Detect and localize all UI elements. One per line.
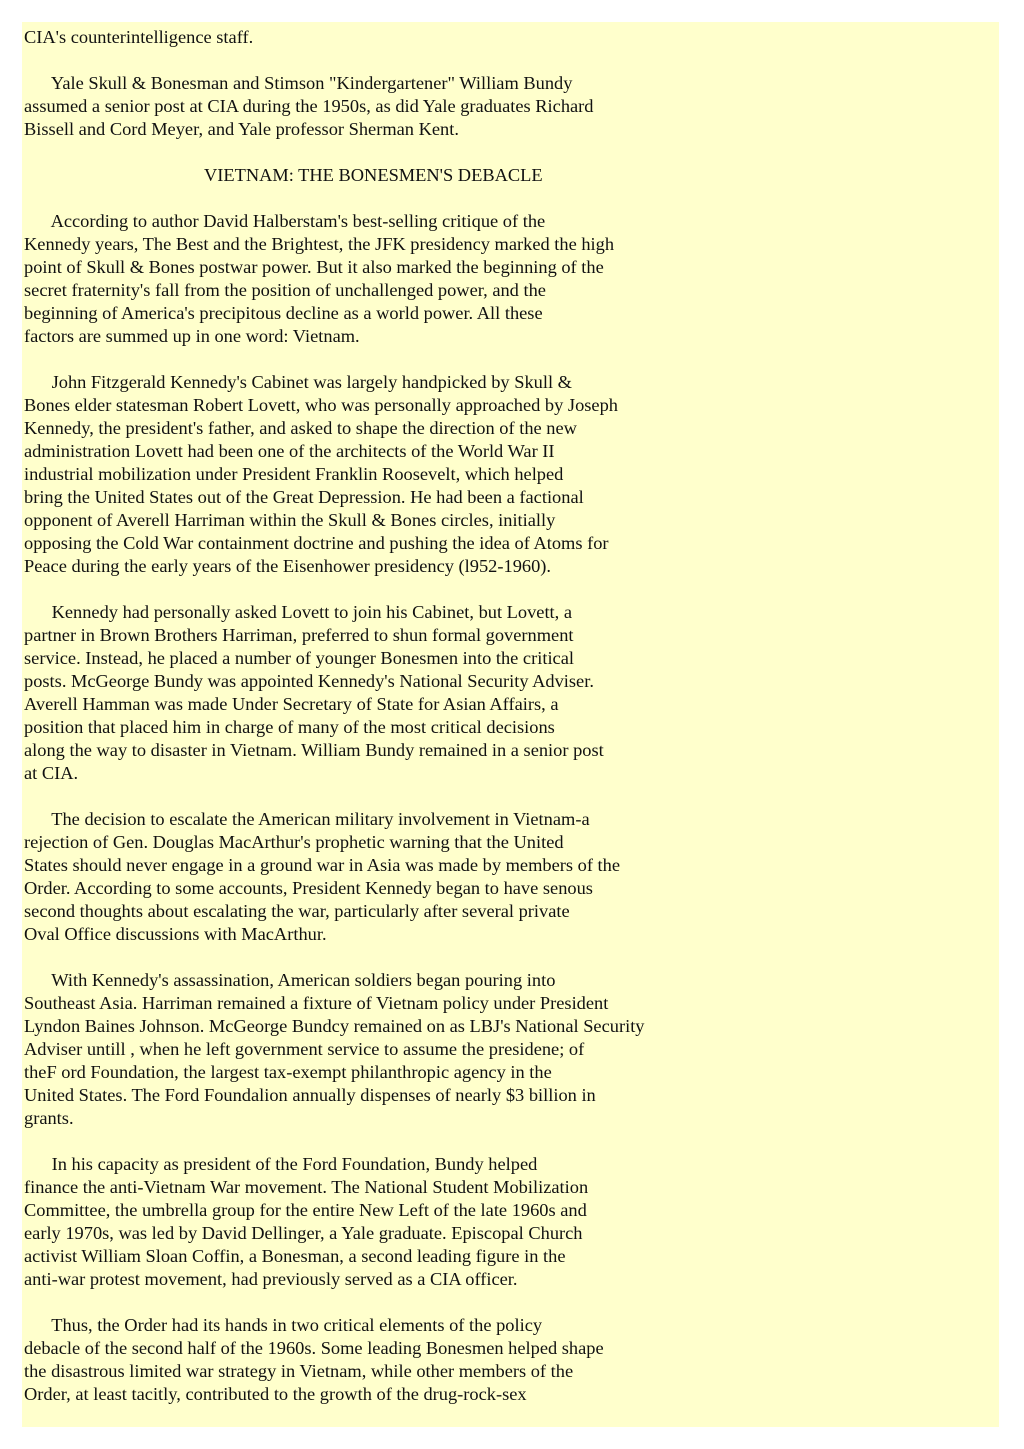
text-line: Southeast Asia. Harriman remained a fixture of Vietnam policy under President xyxy=(24,993,609,1013)
text-line: along the way to disaster in Vietnam. William Bundy remained in a senior post xyxy=(24,740,604,760)
paragraph-break xyxy=(24,348,999,371)
paragraph-break xyxy=(24,187,999,210)
text-line: opposing the Cold War containment doctrine and pushing the idea of Atoms for xyxy=(24,533,609,553)
text-line: Oval Office discussions with MacArthur. xyxy=(24,924,327,944)
paragraph-break xyxy=(24,946,999,969)
text-line: Thus, the Order had its hands in two critical elements of the policy xyxy=(24,1315,543,1335)
text-line: Kennedy, the president's father, and asked to shape the direction of the new xyxy=(24,418,577,438)
text-line: theF ord Foundation, the largest tax-exempt philanthropic agency in the xyxy=(24,1062,552,1082)
text-line: Bissell and Cord Meyer, and Yale professor Sherman Kent. xyxy=(24,119,459,139)
text-line: CIA's counterintelligence staff. xyxy=(24,27,254,47)
text-line: grants. xyxy=(24,1108,74,1128)
text-line: second thoughts about escalating the war, particularly after several private xyxy=(24,901,570,921)
text-line: John Fitzgerald Kennedy's Cabinet was largely handpicked by Skull & xyxy=(24,372,572,392)
text-line: anti-war protest movement, had previously served as a CIA officer. xyxy=(24,1269,518,1289)
text-line: partner in Brown Brothers Harriman, preferred to shun formal government xyxy=(24,625,574,645)
text-line: bring the United States out of the Great Depression. He had been a factional xyxy=(24,487,584,507)
text-line: service. Instead, he placed a number of younger Bonesmen into the critical xyxy=(24,648,574,668)
text-line: beginning of America's precipitous decline as a world power. All these xyxy=(24,303,543,323)
text-line: posts. McGeorge Bundy was appointed Kennedy's National Security Adviser. xyxy=(24,671,594,691)
document-text xyxy=(24,26,999,1406)
text-line: early 1970s, was led by David Dellinger, a Yale graduate. Episcopal Church xyxy=(24,1223,583,1243)
text-line: United States. The Ford Foundalion annually dispenses of nearly $3 billion in xyxy=(24,1085,596,1105)
text-line: Committee, the umbrella group for the entire New Left of the late 1960s and xyxy=(24,1200,587,1220)
paragraph-break xyxy=(24,785,999,808)
paragraph-break xyxy=(24,1291,999,1314)
text-line: Averell Hamman was made Under Secretary of State for Asian Affairs, a xyxy=(24,694,559,714)
text-line: the disastrous limited war strategy in Vietnam, while other members of the xyxy=(24,1361,574,1381)
text-line: Kennedy had personally asked Lovett to join his Cabinet, but Lovett, a xyxy=(24,602,573,622)
text-line: rejection of Gen. Douglas MacArthur's prophetic warning that the United xyxy=(24,832,564,852)
text-line: industrial mobilization under President Franklin Roosevelt, which helped xyxy=(24,464,564,484)
document-page xyxy=(22,22,999,1427)
text-line: factors are summed up in one word: Vietnam. xyxy=(24,326,360,346)
text-line: Bones elder statesman Robert Lovett, who was personally approached by Joseph xyxy=(24,395,618,415)
text-line: In his capacity as president of the Ford Foundation, Bundy helped xyxy=(24,1154,538,1174)
text-line: activist William Sloan Coffin, a Bonesman, a second leading figure in the xyxy=(24,1246,566,1266)
text-line: Adviser untill , when he left government service to assume the presidene; of xyxy=(24,1039,585,1059)
text-line: With Kennedy's assassination, American soldiers began pouring into xyxy=(24,970,556,990)
text-line: The decision to escalate the American military involvement in Vietnam-a xyxy=(24,809,590,829)
text-line: Kennedy years, The Best and the Brightest, the JFK presidency marked the high xyxy=(24,234,615,254)
text-line: Peace during the early years of the Eisenhower presidency (l952-1960). xyxy=(24,556,552,576)
section-heading: VIETNAM: THE BONESMEN'S DEBACLE xyxy=(204,165,543,185)
text-line: Yale Skull & Bonesman and Stimson "Kindergartener" William Bundy xyxy=(24,73,573,93)
text-line: finance the anti-Vietnam War movement. The National Student Mobilization xyxy=(24,1177,589,1197)
paragraph-break xyxy=(24,578,999,601)
text-line: States should never engage in a ground war in Asia was made by members of the xyxy=(24,855,621,875)
text-line: opponent of Averell Harriman within the Skull & Bones circles, initially xyxy=(24,510,556,530)
text-line: administration Lovett had been one of the architects of the World War II xyxy=(24,441,555,461)
text-line: Order. According to some accounts, President Kennedy began to have senous xyxy=(24,878,593,898)
text-line: debacle of the second half of the 1960s. Some leading Bonesmen helped shape xyxy=(24,1338,604,1358)
text-line: According to author David Halberstam's best-selling critique of the xyxy=(24,211,546,231)
paragraph-break xyxy=(24,1130,999,1153)
paragraph-break xyxy=(24,49,999,72)
text-line: Order, at least tacitly, contributed to the growth of the drug-rock-sex xyxy=(24,1384,527,1404)
paragraph-break xyxy=(24,141,999,164)
text-line: point of Skull & Bones postwar power. But it also marked the beginning of the xyxy=(24,257,604,277)
text-line: at CIA. xyxy=(24,763,79,783)
text-line: position that placed him in charge of many of the most critical decisions xyxy=(24,717,555,737)
text-line: assumed a senior post at CIA during the 1950s, as did Yale graduates Richard xyxy=(24,96,594,116)
text-line: Lyndon Baines Johnson. McGeorge Bundcy remained on as LBJ's National Security xyxy=(24,1016,645,1036)
text-line: secret fraternity's fall from the position of unchallenged power, and the xyxy=(24,280,546,300)
